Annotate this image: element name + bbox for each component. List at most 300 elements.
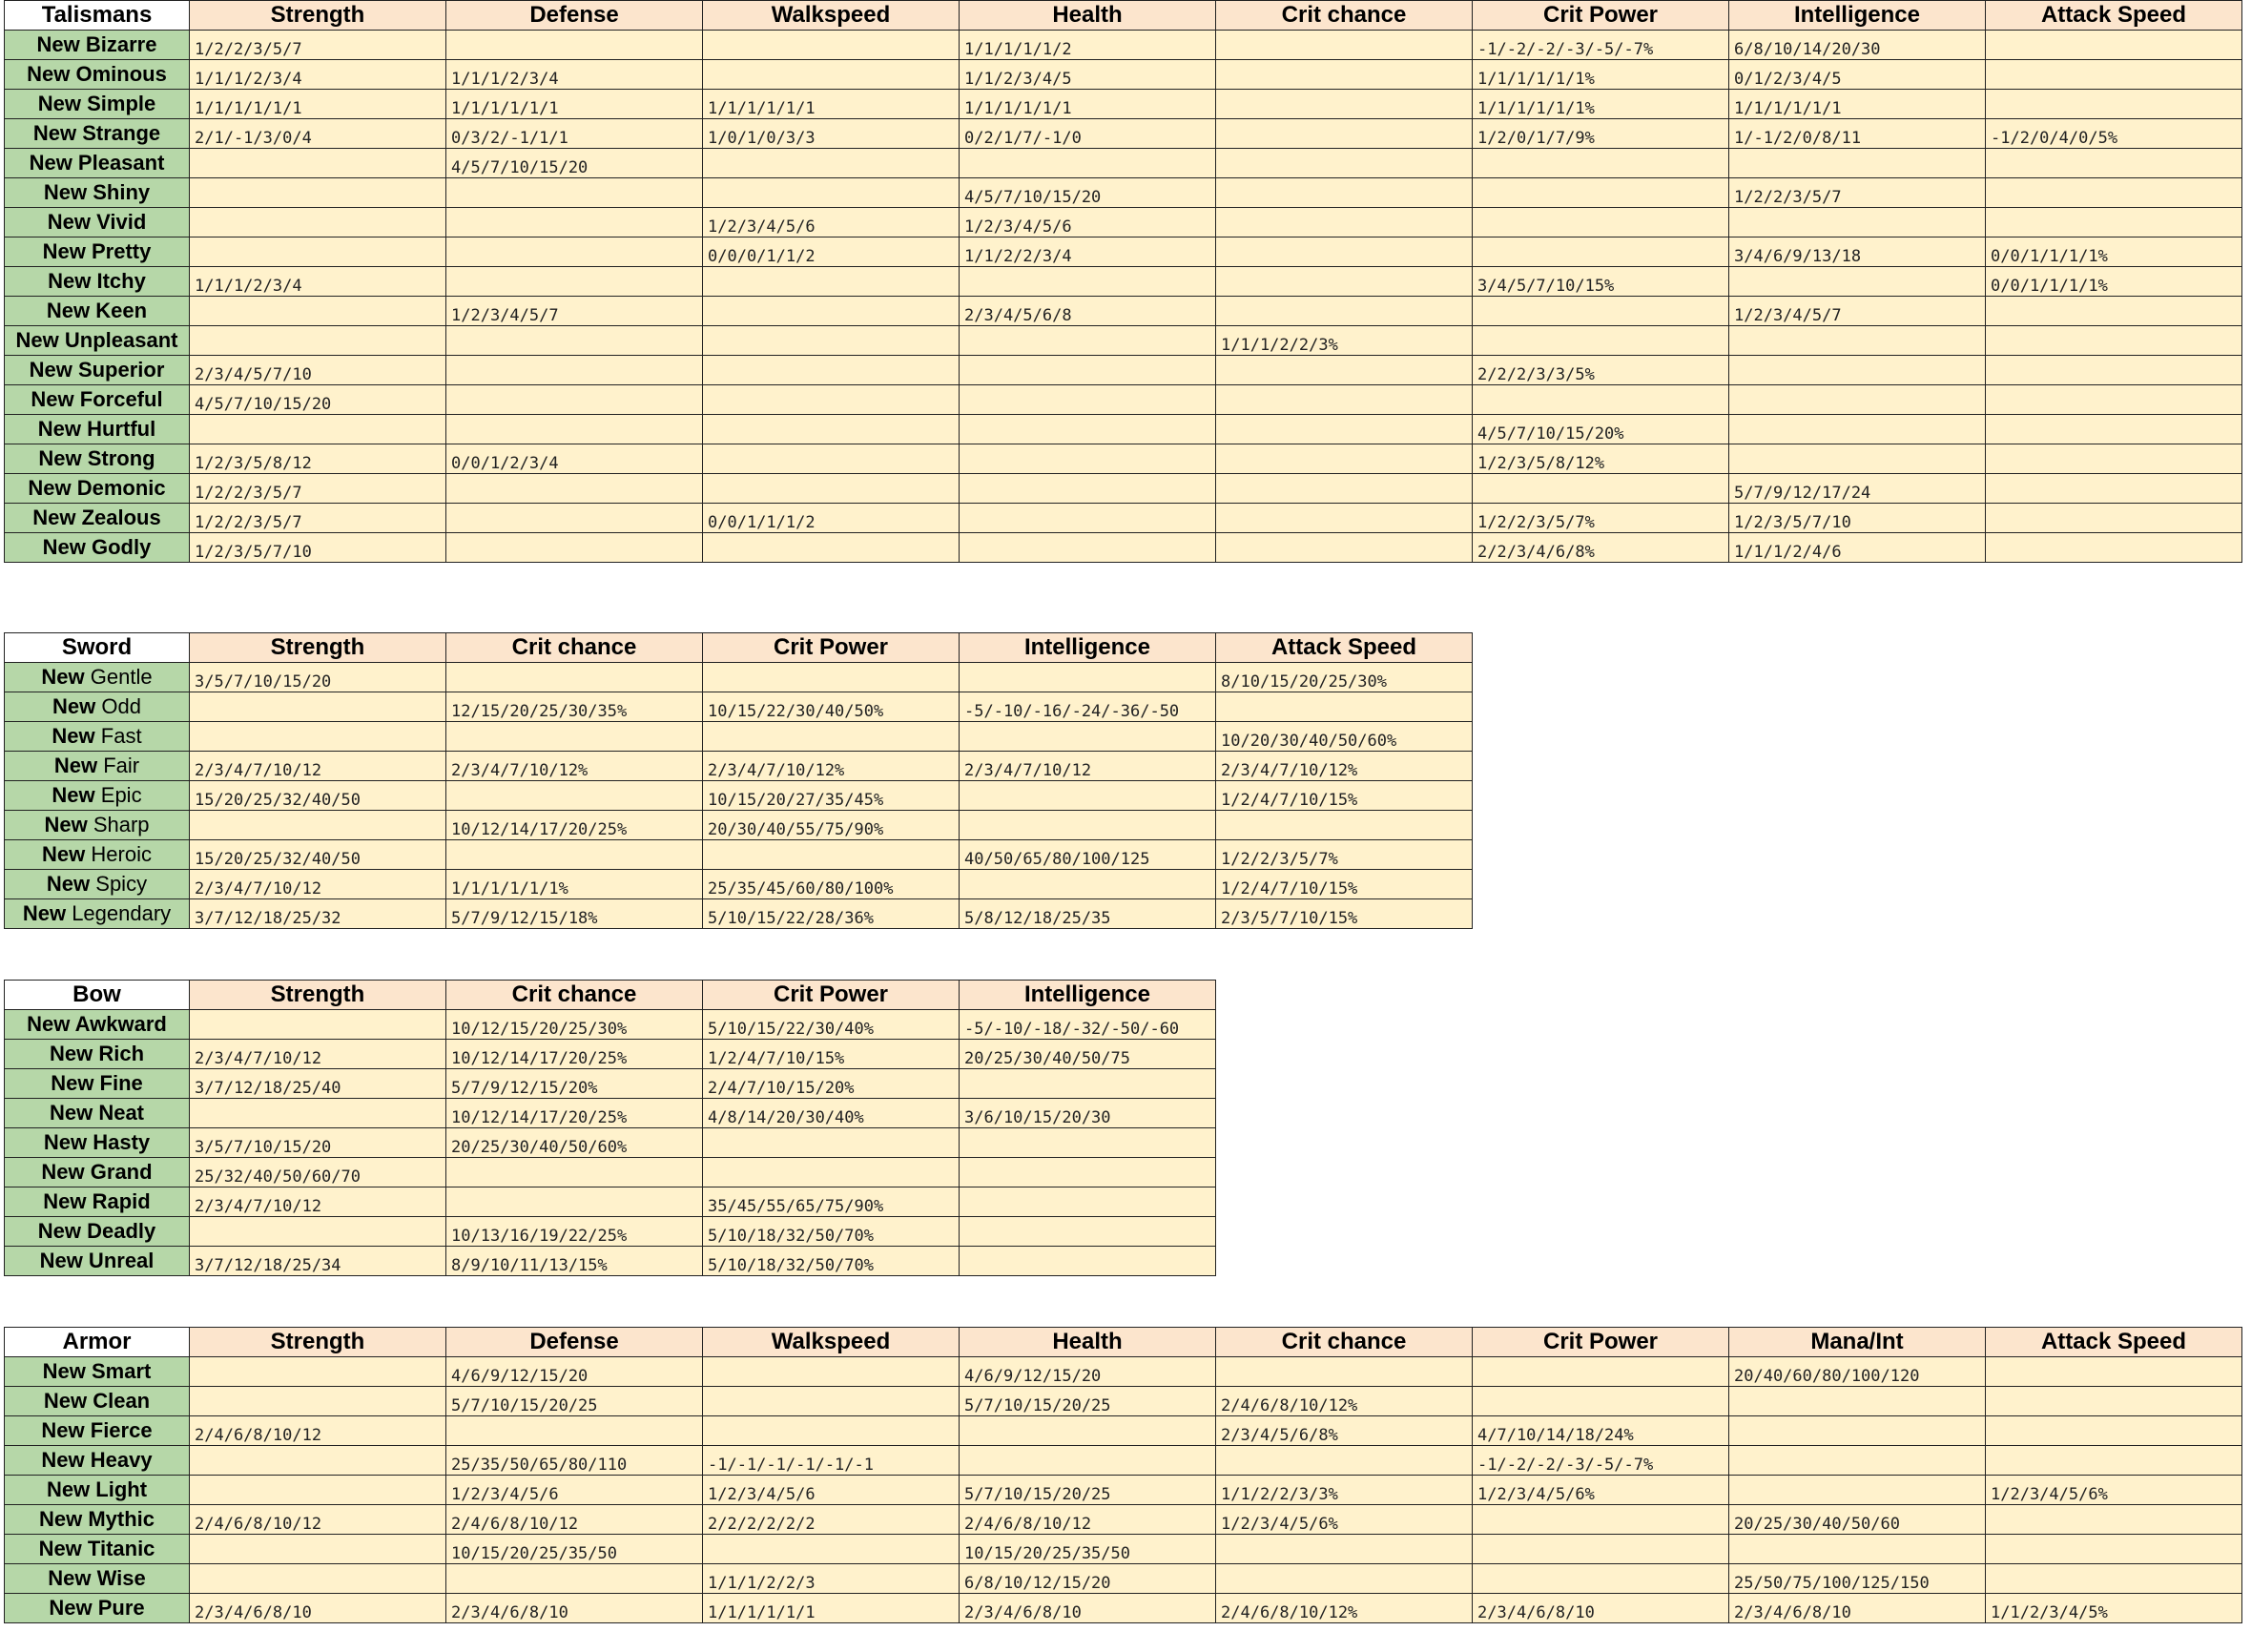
table-cell[interactable]: 3/7/12/18/25/32 bbox=[190, 899, 446, 929]
table-cell[interactable]: 5/7/10/15/20/25 bbox=[960, 1476, 1216, 1505]
table-cell[interactable]: 1/1/1/1/1/1 bbox=[1729, 90, 1986, 119]
row-label[interactable]: New Spicy bbox=[5, 870, 190, 899]
row-label[interactable]: New Strange bbox=[5, 119, 190, 149]
table-cell[interactable] bbox=[703, 1416, 960, 1446]
table-cell[interactable]: 0/3/2/-1/1/1 bbox=[446, 119, 703, 149]
row-label[interactable]: New Sharp bbox=[5, 811, 190, 840]
table-cell[interactable] bbox=[1473, 1535, 1729, 1564]
table-cell[interactable] bbox=[1986, 474, 2242, 504]
column-header[interactable]: Attack Speed bbox=[1216, 633, 1473, 663]
row-label[interactable]: New Light bbox=[5, 1476, 190, 1505]
table-cell[interactable] bbox=[190, 297, 446, 326]
row-label[interactable]: New Smart bbox=[5, 1357, 190, 1387]
table-cell[interactable] bbox=[1216, 297, 1473, 326]
table-cell[interactable]: 25/32/40/50/60/70 bbox=[190, 1158, 446, 1187]
column-header[interactable]: Strength bbox=[190, 981, 446, 1010]
table-cell[interactable]: 2/3/4/5/7/10 bbox=[190, 356, 446, 385]
table-cell[interactable] bbox=[960, 504, 1216, 533]
table-cell[interactable]: 1/2/2/3/5/7 bbox=[190, 504, 446, 533]
table-cell[interactable]: 12/15/20/25/30/35% bbox=[446, 692, 703, 722]
table-cell[interactable]: 2/3/4/7/10/12% bbox=[703, 752, 960, 781]
table-cell[interactable] bbox=[1473, 385, 1729, 415]
table-cell[interactable] bbox=[703, 60, 960, 90]
table-cell[interactable]: 2/3/4/6/8/10 bbox=[446, 1594, 703, 1623]
table-cell[interactable] bbox=[1986, 1387, 2242, 1416]
table-cell[interactable] bbox=[446, 1564, 703, 1594]
table-cell[interactable]: 1/2/2/3/5/7 bbox=[190, 474, 446, 504]
table-cell[interactable] bbox=[1986, 504, 2242, 533]
table-cell[interactable] bbox=[446, 326, 703, 356]
table-cell[interactable]: -5/-10/-16/-24/-36/-50 bbox=[960, 692, 1216, 722]
table-cell[interactable]: 3/5/7/10/15/20 bbox=[190, 663, 446, 692]
column-header[interactable]: Health bbox=[960, 1, 1216, 31]
table-cell[interactable]: 2/4/6/8/10/12% bbox=[1216, 1594, 1473, 1623]
table-cell[interactable]: 10/15/22/30/40/50% bbox=[703, 692, 960, 722]
table-cell[interactable] bbox=[960, 1187, 1216, 1217]
table-cell[interactable]: 1/2/3/5/8/12% bbox=[1473, 444, 1729, 474]
table-cell[interactable] bbox=[960, 326, 1216, 356]
table-cell[interactable]: 25/35/50/65/80/110 bbox=[446, 1446, 703, 1476]
table-cell[interactable]: 1/1/1/2/4/6 bbox=[1729, 533, 1986, 563]
table-cell[interactable] bbox=[960, 1247, 1216, 1276]
table-cell[interactable] bbox=[190, 1564, 446, 1594]
table-cell[interactable] bbox=[1729, 1535, 1986, 1564]
row-label[interactable]: New Deadly bbox=[5, 1217, 190, 1247]
table-cell[interactable]: 2/3/4/6/8/10 bbox=[960, 1594, 1216, 1623]
table-cell[interactable] bbox=[1216, 1535, 1473, 1564]
table-cell[interactable] bbox=[703, 356, 960, 385]
table-cell[interactable] bbox=[1986, 533, 2242, 563]
row-label[interactable]: New Neat bbox=[5, 1099, 190, 1128]
table-cell[interactable]: 5/10/18/32/50/70% bbox=[703, 1247, 960, 1276]
table-cell[interactable] bbox=[1986, 326, 2242, 356]
table-cell[interactable] bbox=[446, 356, 703, 385]
table-cell[interactable] bbox=[446, 1416, 703, 1446]
table-cell[interactable]: 2/4/6/8/10/12 bbox=[446, 1505, 703, 1535]
table-cell[interactable]: 1/2/3/4/5/6% bbox=[1473, 1476, 1729, 1505]
table-cell[interactable] bbox=[190, 1010, 446, 1040]
table-cell[interactable] bbox=[190, 1357, 446, 1387]
table-cell[interactable]: 1/1/1/1/1/1 bbox=[190, 90, 446, 119]
table-cell[interactable]: 1/2/4/7/10/15% bbox=[1216, 781, 1473, 811]
table-cell[interactable]: 5/7/9/12/15/20% bbox=[446, 1069, 703, 1099]
table-cell[interactable] bbox=[190, 1217, 446, 1247]
table-cell[interactable]: 1/1/2/2/3/4 bbox=[960, 237, 1216, 267]
table-cell[interactable]: 25/50/75/100/125/150 bbox=[1729, 1564, 1986, 1594]
table-cell[interactable]: 2/3/4/7/10/12 bbox=[190, 1187, 446, 1217]
table-cell[interactable] bbox=[960, 474, 1216, 504]
row-label[interactable]: New Superior bbox=[5, 356, 190, 385]
table-cell[interactable] bbox=[1986, 297, 2242, 326]
table-cell[interactable]: 40/50/65/80/100/125 bbox=[960, 840, 1216, 870]
column-header[interactable]: Crit Power bbox=[703, 981, 960, 1010]
table-cell[interactable] bbox=[1986, 31, 2242, 60]
table-cell[interactable] bbox=[703, 1387, 960, 1416]
table-cell[interactable] bbox=[446, 208, 703, 237]
table-cell[interactable] bbox=[446, 178, 703, 208]
table-cell[interactable] bbox=[190, 415, 446, 444]
table-cell[interactable]: 2/3/4/7/10/12 bbox=[190, 1040, 446, 1069]
row-label[interactable]: New Titanic bbox=[5, 1535, 190, 1564]
table-cell[interactable]: 1/2/3/5/7/10 bbox=[1729, 504, 1986, 533]
table-cell[interactable]: 2/4/6/8/10/12 bbox=[960, 1505, 1216, 1535]
table-cell[interactable]: 4/5/7/10/15/20 bbox=[446, 149, 703, 178]
table-cell[interactable]: 5/7/10/15/20/25 bbox=[446, 1387, 703, 1416]
table-cell[interactable]: 10/20/30/40/50/60% bbox=[1216, 722, 1473, 752]
table-cell[interactable] bbox=[960, 870, 1216, 899]
table-cell[interactable] bbox=[703, 149, 960, 178]
table-cell[interactable]: -1/-2/-2/-3/-5/-7% bbox=[1473, 1446, 1729, 1476]
table-cell[interactable] bbox=[960, 267, 1216, 297]
table-cell[interactable]: 10/12/15/20/25/30% bbox=[446, 1010, 703, 1040]
table-cell[interactable]: 0/0/1/1/1/2 bbox=[703, 504, 960, 533]
table-cell[interactable]: 0/0/1/1/1/1% bbox=[1986, 237, 2242, 267]
table-cell[interactable]: 0/2/1/7/-1/0 bbox=[960, 119, 1216, 149]
column-header[interactable]: Strength bbox=[190, 1328, 446, 1357]
table-cell[interactable]: 1/2/3/4/5/7 bbox=[446, 297, 703, 326]
table-cell[interactable]: 3/5/7/10/15/20 bbox=[190, 1128, 446, 1158]
table-cell[interactable]: 4/8/14/20/30/40% bbox=[703, 1099, 960, 1128]
column-header[interactable]: Strength bbox=[190, 633, 446, 663]
table-cell[interactable] bbox=[1216, 533, 1473, 563]
table-cell[interactable] bbox=[1729, 208, 1986, 237]
row-label[interactable]: New Grand bbox=[5, 1158, 190, 1187]
table-cell[interactable] bbox=[1986, 1564, 2242, 1594]
row-label[interactable]: New Ominous bbox=[5, 60, 190, 90]
row-label[interactable]: New Keen bbox=[5, 297, 190, 326]
table-cell[interactable] bbox=[1986, 90, 2242, 119]
table-cell[interactable] bbox=[1986, 208, 2242, 237]
table-cell[interactable]: 1/1/2/2/3/3% bbox=[1216, 1476, 1473, 1505]
table-cell[interactable]: 2/3/4/5/6/8 bbox=[960, 297, 1216, 326]
table-cell[interactable]: 2/2/2/3/3/5% bbox=[1473, 356, 1729, 385]
table-cell[interactable] bbox=[960, 781, 1216, 811]
table-cell[interactable] bbox=[1986, 415, 2242, 444]
table-cell[interactable] bbox=[446, 237, 703, 267]
table-cell[interactable] bbox=[1729, 326, 1986, 356]
table-cell[interactable] bbox=[1216, 149, 1473, 178]
table-cell[interactable] bbox=[1729, 267, 1986, 297]
row-label[interactable]: New Fierce bbox=[5, 1416, 190, 1446]
table-cell[interactable]: 20/40/60/80/100/120 bbox=[1729, 1357, 1986, 1387]
column-header[interactable]: Intelligence bbox=[960, 633, 1216, 663]
table-cell[interactable] bbox=[446, 533, 703, 563]
table-cell[interactable] bbox=[1473, 149, 1729, 178]
table-cell[interactable]: 10/12/14/17/20/25% bbox=[446, 1099, 703, 1128]
table-cell[interactable] bbox=[1473, 237, 1729, 267]
table-cell[interactable] bbox=[190, 692, 446, 722]
table-cell[interactable] bbox=[1216, 385, 1473, 415]
row-label[interactable]: New Odd bbox=[5, 692, 190, 722]
table-cell[interactable]: 1/2/4/7/10/15% bbox=[1216, 870, 1473, 899]
table-cell[interactable]: 2/4/6/8/10/12% bbox=[1216, 1387, 1473, 1416]
table-cell[interactable] bbox=[960, 1416, 1216, 1446]
table-cell[interactable]: 1/2/3/4/5/6 bbox=[960, 208, 1216, 237]
table-cell[interactable]: 10/15/20/25/35/50 bbox=[960, 1535, 1216, 1564]
table-cell[interactable]: 5/7/9/12/15/18% bbox=[446, 899, 703, 929]
table-cell[interactable] bbox=[960, 663, 1216, 692]
table-cell[interactable] bbox=[1986, 444, 2242, 474]
row-label[interactable]: New Heavy bbox=[5, 1446, 190, 1476]
table-cell[interactable]: 2/3/5/7/10/15% bbox=[1216, 899, 1473, 929]
row-label[interactable]: New Unpleasant bbox=[5, 326, 190, 356]
table-cell[interactable] bbox=[703, 326, 960, 356]
table-cell[interactable] bbox=[1986, 60, 2242, 90]
table-cell[interactable]: 1/1/1/2/3/4 bbox=[190, 267, 446, 297]
table-cell[interactable]: 2/3/4/7/10/12 bbox=[190, 870, 446, 899]
table-cell[interactable]: 10/15/20/25/35/50 bbox=[446, 1535, 703, 1564]
column-header[interactable]: Defense bbox=[446, 1, 703, 31]
table-cell[interactable]: 10/13/16/19/22/25% bbox=[446, 1217, 703, 1247]
table-cell[interactable]: 1/1/1/2/2/3% bbox=[1216, 326, 1473, 356]
table-cell[interactable] bbox=[703, 31, 960, 60]
column-header[interactable]: Crit chance bbox=[446, 981, 703, 1010]
table-cell[interactable]: 2/3/4/6/8/10 bbox=[1729, 1594, 1986, 1623]
table-cell[interactable] bbox=[190, 811, 446, 840]
row-label[interactable]: New Wise bbox=[5, 1564, 190, 1594]
table-cell[interactable] bbox=[1216, 504, 1473, 533]
column-header[interactable]: Mana/Int bbox=[1729, 1328, 1986, 1357]
table-cell[interactable]: 15/20/25/32/40/50 bbox=[190, 840, 446, 870]
table-cell[interactable] bbox=[1216, 692, 1473, 722]
table-cell[interactable]: 1/1/1/1/1/1% bbox=[1473, 60, 1729, 90]
table-cell[interactable]: 1/2/3/4/5/6 bbox=[703, 208, 960, 237]
table-cell[interactable]: 2/3/4/7/10/12 bbox=[190, 752, 446, 781]
table-cell[interactable] bbox=[703, 1357, 960, 1387]
table-cell[interactable] bbox=[190, 1387, 446, 1416]
table-cell[interactable]: 35/45/55/65/75/90% bbox=[703, 1187, 960, 1217]
table-cell[interactable] bbox=[703, 297, 960, 326]
table-cell[interactable] bbox=[1216, 1357, 1473, 1387]
table-cell[interactable] bbox=[703, 663, 960, 692]
table-cell[interactable] bbox=[446, 781, 703, 811]
table-cell[interactable]: -5/-10/-18/-32/-50/-60 bbox=[960, 1010, 1216, 1040]
table-cell[interactable] bbox=[1729, 444, 1986, 474]
table-cell[interactable]: 2/3/4/7/10/12 bbox=[960, 752, 1216, 781]
table-cell[interactable] bbox=[703, 474, 960, 504]
table-cell[interactable] bbox=[190, 1476, 446, 1505]
table-cell[interactable] bbox=[446, 474, 703, 504]
table-cell[interactable] bbox=[1216, 208, 1473, 237]
table-cell[interactable]: 8/10/15/20/25/30% bbox=[1216, 663, 1473, 692]
row-label[interactable]: New Pure bbox=[5, 1594, 190, 1623]
table-cell[interactable] bbox=[960, 1069, 1216, 1099]
table-cell[interactable] bbox=[1216, 90, 1473, 119]
row-label[interactable]: New Rich bbox=[5, 1040, 190, 1069]
table-cell[interactable] bbox=[1473, 1387, 1729, 1416]
table-cell[interactable]: 1/2/2/3/5/7 bbox=[190, 31, 446, 60]
table-cell[interactable] bbox=[190, 1099, 446, 1128]
column-header[interactable]: Health bbox=[960, 1328, 1216, 1357]
table-cell[interactable] bbox=[190, 208, 446, 237]
table-cell[interactable]: 5/10/18/32/50/70% bbox=[703, 1217, 960, 1247]
table-cell[interactable]: 20/30/40/55/75/90% bbox=[703, 811, 960, 840]
section-title[interactable]: Sword bbox=[5, 633, 190, 663]
table-cell[interactable] bbox=[446, 31, 703, 60]
table-cell[interactable] bbox=[1216, 474, 1473, 504]
table-cell[interactable]: 10/12/14/17/20/25% bbox=[446, 1040, 703, 1069]
table-cell[interactable] bbox=[1473, 1357, 1729, 1387]
table-cell[interactable]: 20/25/30/40/50/75 bbox=[960, 1040, 1216, 1069]
column-header[interactable]: Attack Speed bbox=[1986, 1328, 2242, 1357]
row-label[interactable]: New Legendary bbox=[5, 899, 190, 929]
table-cell[interactable]: 10/12/14/17/20/25% bbox=[446, 811, 703, 840]
table-cell[interactable]: -1/2/0/4/0/5% bbox=[1986, 119, 2242, 149]
table-cell[interactable]: 1/1/1/2/3/4 bbox=[446, 60, 703, 90]
table-cell[interactable] bbox=[1729, 415, 1986, 444]
table-cell[interactable]: 1/0/1/0/3/3 bbox=[703, 119, 960, 149]
table-cell[interactable]: 5/7/10/15/20/25 bbox=[960, 1387, 1216, 1416]
table-cell[interactable]: 1/2/0/1/7/9% bbox=[1473, 119, 1729, 149]
table-cell[interactable] bbox=[960, 1128, 1216, 1158]
table-cell[interactable] bbox=[1729, 149, 1986, 178]
table-cell[interactable]: 6/8/10/12/15/20 bbox=[960, 1564, 1216, 1594]
table-cell[interactable]: 4/5/7/10/15/20% bbox=[1473, 415, 1729, 444]
table-cell[interactable]: 0/0/1/1/1/1% bbox=[1986, 267, 2242, 297]
table-cell[interactable]: 2/3/4/6/8/10 bbox=[190, 1594, 446, 1623]
row-label[interactable]: New Godly bbox=[5, 533, 190, 563]
table-cell[interactable] bbox=[960, 811, 1216, 840]
table-cell[interactable]: 5/10/15/22/28/36% bbox=[703, 899, 960, 929]
table-cell[interactable]: 2/4/6/8/10/12 bbox=[190, 1416, 446, 1446]
table-cell[interactable] bbox=[446, 840, 703, 870]
table-cell[interactable]: 1/-1/2/0/8/11 bbox=[1729, 119, 1986, 149]
row-label[interactable]: New Heroic bbox=[5, 840, 190, 870]
row-label[interactable]: New Pretty bbox=[5, 237, 190, 267]
table-cell[interactable] bbox=[960, 415, 1216, 444]
table-cell[interactable] bbox=[1216, 1564, 1473, 1594]
table-cell[interactable] bbox=[1216, 267, 1473, 297]
table-cell[interactable]: 3/4/5/7/10/15% bbox=[1473, 267, 1729, 297]
table-cell[interactable] bbox=[446, 722, 703, 752]
table-cell[interactable] bbox=[960, 385, 1216, 415]
table-cell[interactable] bbox=[1216, 356, 1473, 385]
table-cell[interactable]: 1/1/1/1/1/1 bbox=[703, 90, 960, 119]
table-cell[interactable] bbox=[190, 149, 446, 178]
section-title[interactable]: Talismans bbox=[5, 1, 190, 31]
table-cell[interactable] bbox=[446, 415, 703, 444]
table-cell[interactable] bbox=[190, 722, 446, 752]
table-cell[interactable] bbox=[1986, 1535, 2242, 1564]
table-cell[interactable] bbox=[960, 444, 1216, 474]
table-cell[interactable]: 2/3/4/6/8/10 bbox=[1473, 1594, 1729, 1623]
table-cell[interactable]: 1/1/1/1/1/1% bbox=[1473, 90, 1729, 119]
table-cell[interactable] bbox=[703, 840, 960, 870]
row-label[interactable]: New Fine bbox=[5, 1069, 190, 1099]
section-title[interactable]: Armor bbox=[5, 1328, 190, 1357]
column-header[interactable]: Attack Speed bbox=[1986, 1, 2242, 31]
row-label[interactable]: New Clean bbox=[5, 1387, 190, 1416]
table-cell[interactable]: 2/1/-1/3/0/4 bbox=[190, 119, 446, 149]
table-cell[interactable] bbox=[446, 267, 703, 297]
table-cell[interactable] bbox=[703, 1128, 960, 1158]
table-cell[interactable]: 1/2/2/3/5/7 bbox=[1729, 178, 1986, 208]
table-cell[interactable]: 3/6/10/15/20/30 bbox=[960, 1099, 1216, 1128]
table-cell[interactable] bbox=[960, 722, 1216, 752]
row-label[interactable]: New Strong bbox=[5, 444, 190, 474]
table-cell[interactable]: 3/7/12/18/25/34 bbox=[190, 1247, 446, 1276]
table-cell[interactable]: 8/9/10/11/13/15% bbox=[446, 1247, 703, 1276]
table-cell[interactable]: 4/5/7/10/15/20 bbox=[190, 385, 446, 415]
table-cell[interactable]: 2/3/4/7/10/12% bbox=[1216, 752, 1473, 781]
table-cell[interactable]: 1/1/1/2/2/3 bbox=[703, 1564, 960, 1594]
table-cell[interactable] bbox=[1473, 1564, 1729, 1594]
table-cell[interactable]: 2/4/7/10/15/20% bbox=[703, 1069, 960, 1099]
table-cell[interactable]: 1/1/1/1/1/2 bbox=[960, 31, 1216, 60]
table-cell[interactable]: 1/1/2/3/4/5% bbox=[1986, 1594, 2242, 1623]
column-header[interactable]: Crit Power bbox=[703, 633, 960, 663]
table-cell[interactable] bbox=[190, 1535, 446, 1564]
table-cell[interactable] bbox=[1216, 237, 1473, 267]
table-cell[interactable] bbox=[1729, 1416, 1986, 1446]
row-label[interactable]: New Simple bbox=[5, 90, 190, 119]
table-cell[interactable]: 0/0/1/2/3/4 bbox=[446, 444, 703, 474]
table-cell[interactable]: 1/2/4/7/10/15% bbox=[703, 1040, 960, 1069]
table-cell[interactable] bbox=[703, 722, 960, 752]
table-cell[interactable] bbox=[703, 1535, 960, 1564]
row-label[interactable]: New Shiny bbox=[5, 178, 190, 208]
table-cell[interactable]: 1/2/3/4/5/6 bbox=[703, 1476, 960, 1505]
row-label[interactable]: New Rapid bbox=[5, 1187, 190, 1217]
row-label[interactable]: New Itchy bbox=[5, 267, 190, 297]
table-cell[interactable] bbox=[703, 178, 960, 208]
table-cell[interactable]: 0/1/2/3/4/5 bbox=[1729, 60, 1986, 90]
table-cell[interactable] bbox=[703, 533, 960, 563]
table-cell[interactable]: 1/1/2/3/4/5 bbox=[960, 60, 1216, 90]
table-cell[interactable] bbox=[1216, 415, 1473, 444]
row-label[interactable]: New Pleasant bbox=[5, 149, 190, 178]
table-cell[interactable] bbox=[1216, 31, 1473, 60]
row-label[interactable]: New Gentle bbox=[5, 663, 190, 692]
row-label[interactable]: New Vivid bbox=[5, 208, 190, 237]
table-cell[interactable] bbox=[446, 663, 703, 692]
table-cell[interactable] bbox=[446, 1158, 703, 1187]
table-cell[interactable] bbox=[1216, 60, 1473, 90]
table-cell[interactable]: 6/8/10/14/20/30 bbox=[1729, 31, 1986, 60]
section-title[interactable]: Bow bbox=[5, 981, 190, 1010]
column-header[interactable]: Defense bbox=[446, 1328, 703, 1357]
table-cell[interactable]: 20/25/30/40/50/60% bbox=[446, 1128, 703, 1158]
table-cell[interactable] bbox=[1473, 474, 1729, 504]
table-cell[interactable]: -1/-1/-1/-1/-1/-1 bbox=[703, 1446, 960, 1476]
table-cell[interactable]: 1/1/1/2/3/4 bbox=[190, 60, 446, 90]
table-cell[interactable]: 1/2/3/4/5/6 bbox=[446, 1476, 703, 1505]
table-cell[interactable] bbox=[703, 385, 960, 415]
table-cell[interactable] bbox=[1216, 444, 1473, 474]
table-cell[interactable]: 4/6/9/12/15/20 bbox=[960, 1357, 1216, 1387]
table-cell[interactable]: 2/3/4/7/10/12% bbox=[446, 752, 703, 781]
table-cell[interactable] bbox=[960, 1158, 1216, 1187]
row-label[interactable]: New Forceful bbox=[5, 385, 190, 415]
table-cell[interactable] bbox=[703, 415, 960, 444]
row-label[interactable]: New Mythic bbox=[5, 1505, 190, 1535]
table-cell[interactable] bbox=[1216, 178, 1473, 208]
table-cell[interactable]: -1/-2/-2/-3/-5/-7% bbox=[1473, 31, 1729, 60]
table-cell[interactable] bbox=[1986, 356, 2242, 385]
table-cell[interactable]: 2/2/2/2/2/2 bbox=[703, 1505, 960, 1535]
row-label[interactable]: New Unreal bbox=[5, 1247, 190, 1276]
table-cell[interactable]: 5/7/9/12/17/24 bbox=[1729, 474, 1986, 504]
table-cell[interactable]: 1/2/3/5/7/10 bbox=[190, 533, 446, 563]
table-cell[interactable]: 2/3/4/5/6/8% bbox=[1216, 1416, 1473, 1446]
table-cell[interactable] bbox=[1729, 1476, 1986, 1505]
table-cell[interactable] bbox=[1986, 1357, 2242, 1387]
row-label[interactable]: New Demonic bbox=[5, 474, 190, 504]
table-cell[interactable]: 1/2/3/4/5/7 bbox=[1729, 297, 1986, 326]
column-header[interactable]: Crit Power bbox=[1473, 1328, 1729, 1357]
column-header[interactable]: Intelligence bbox=[960, 981, 1216, 1010]
table-cell[interactable]: 1/2/3/4/5/6% bbox=[1216, 1505, 1473, 1535]
